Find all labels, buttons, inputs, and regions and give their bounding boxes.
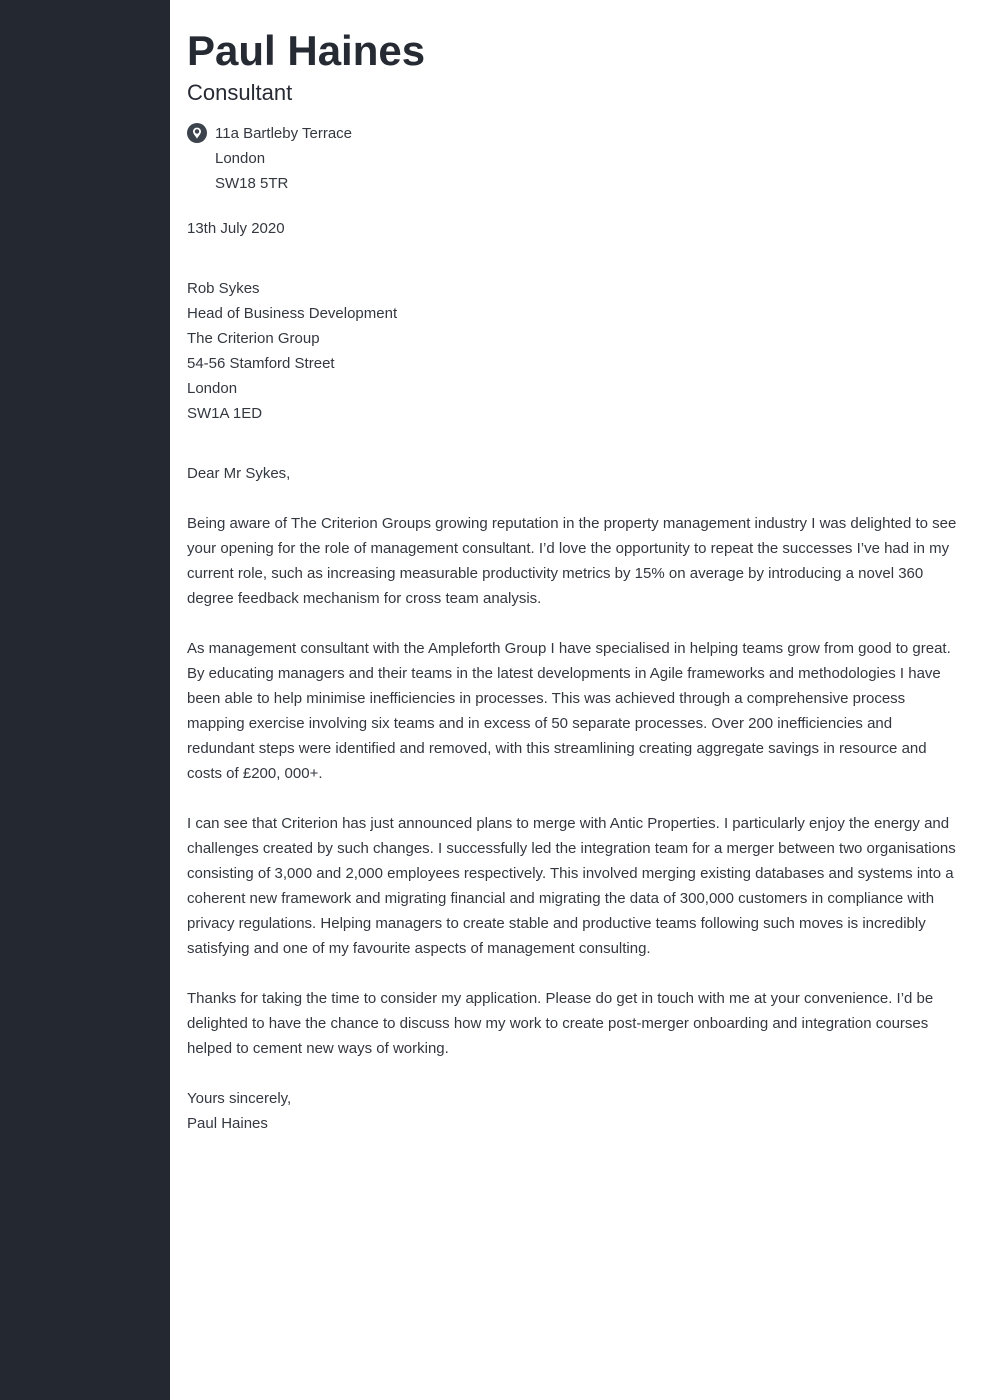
salutation: Dear Mr Sykes, [187, 465, 291, 482]
recipient-company: The Criterion Group [187, 330, 320, 347]
recipient-title: Head of Business Development [187, 305, 398, 322]
sidebar-panel [0, 0, 170, 1400]
recipient-address [187, 276, 397, 426]
sender-address-line: London [215, 150, 266, 167]
location-pin-icon [187, 123, 207, 143]
letter-body [187, 461, 962, 1136]
signature-name: Paul Haines [187, 1115, 268, 1132]
body-paragraph: I can see that Criterion has just announced plans to merge with Antic Properties. I particularly enjoy the energy and challenges created by such changes. I successfully led the integration team for a merger between two organisations consisting of 3,000 and 2,000 employees respectively. This involved merging existing databases and systems into a coherent new framework and migrating financial and migrating the data of 300,000 customers in compliance with privacy regulations. Helping managers to create stable and productive teams following such moves is incredibly satisfying and one of my favourite aspects of management consulting. [187, 815, 956, 957]
applicant-role: Consultant [187, 80, 293, 105]
recipient-street: 54-56 Stamford Street [187, 355, 335, 372]
sender-address-line: SW18 5TR [215, 175, 289, 192]
applicant-name: Paul Haines [187, 27, 426, 74]
closing-phrase: Yours sincerely, [187, 1090, 292, 1107]
sender-address-line: 11a Bartleby Terrace [215, 125, 353, 142]
body-paragraph: Thanks for taking the time to consider my application. Please do get in touch with me at your convenience. I’d be delighted to have the chance to discuss how my work to create post-merger onboarding and integration courses helped to cement new ways of working. [187, 990, 934, 1057]
recipient-postcode: SW1A 1ED [187, 405, 263, 422]
letter-date: 13th July 2020 [187, 220, 285, 237]
body-paragraph: As management consultant with the Ampleforth Group I have specialised in helping teams grow from good to great. By educating managers and their teams in the latest developments in Agile frameworks and methodologies I have been able to help minimise inefficiencies in processes. This was achieved through a comprehensive process mapping exercise involving six teams and in excess of 50 separate processes. Over 200 inefficiencies and redundant steps were identified and removed, with this streamlining creating aggregate savings in resource and costs of £200, 000+. [187, 640, 951, 782]
recipient-city: London [187, 380, 238, 397]
letter-closing [187, 1086, 962, 1136]
recipient-name: Rob Sykes [187, 280, 260, 297]
body-paragraph: Being aware of The Criterion Groups growing reputation in the property management industry I was delighted to see your opening for the role of management consultant. I’d love the opportunity to repeat the successes I’ve had in my current role, such as increasing measurable productivity metrics by 15% on average by introducing a novel 360 degree feedback mechanism for cross team analysis. [187, 515, 957, 607]
